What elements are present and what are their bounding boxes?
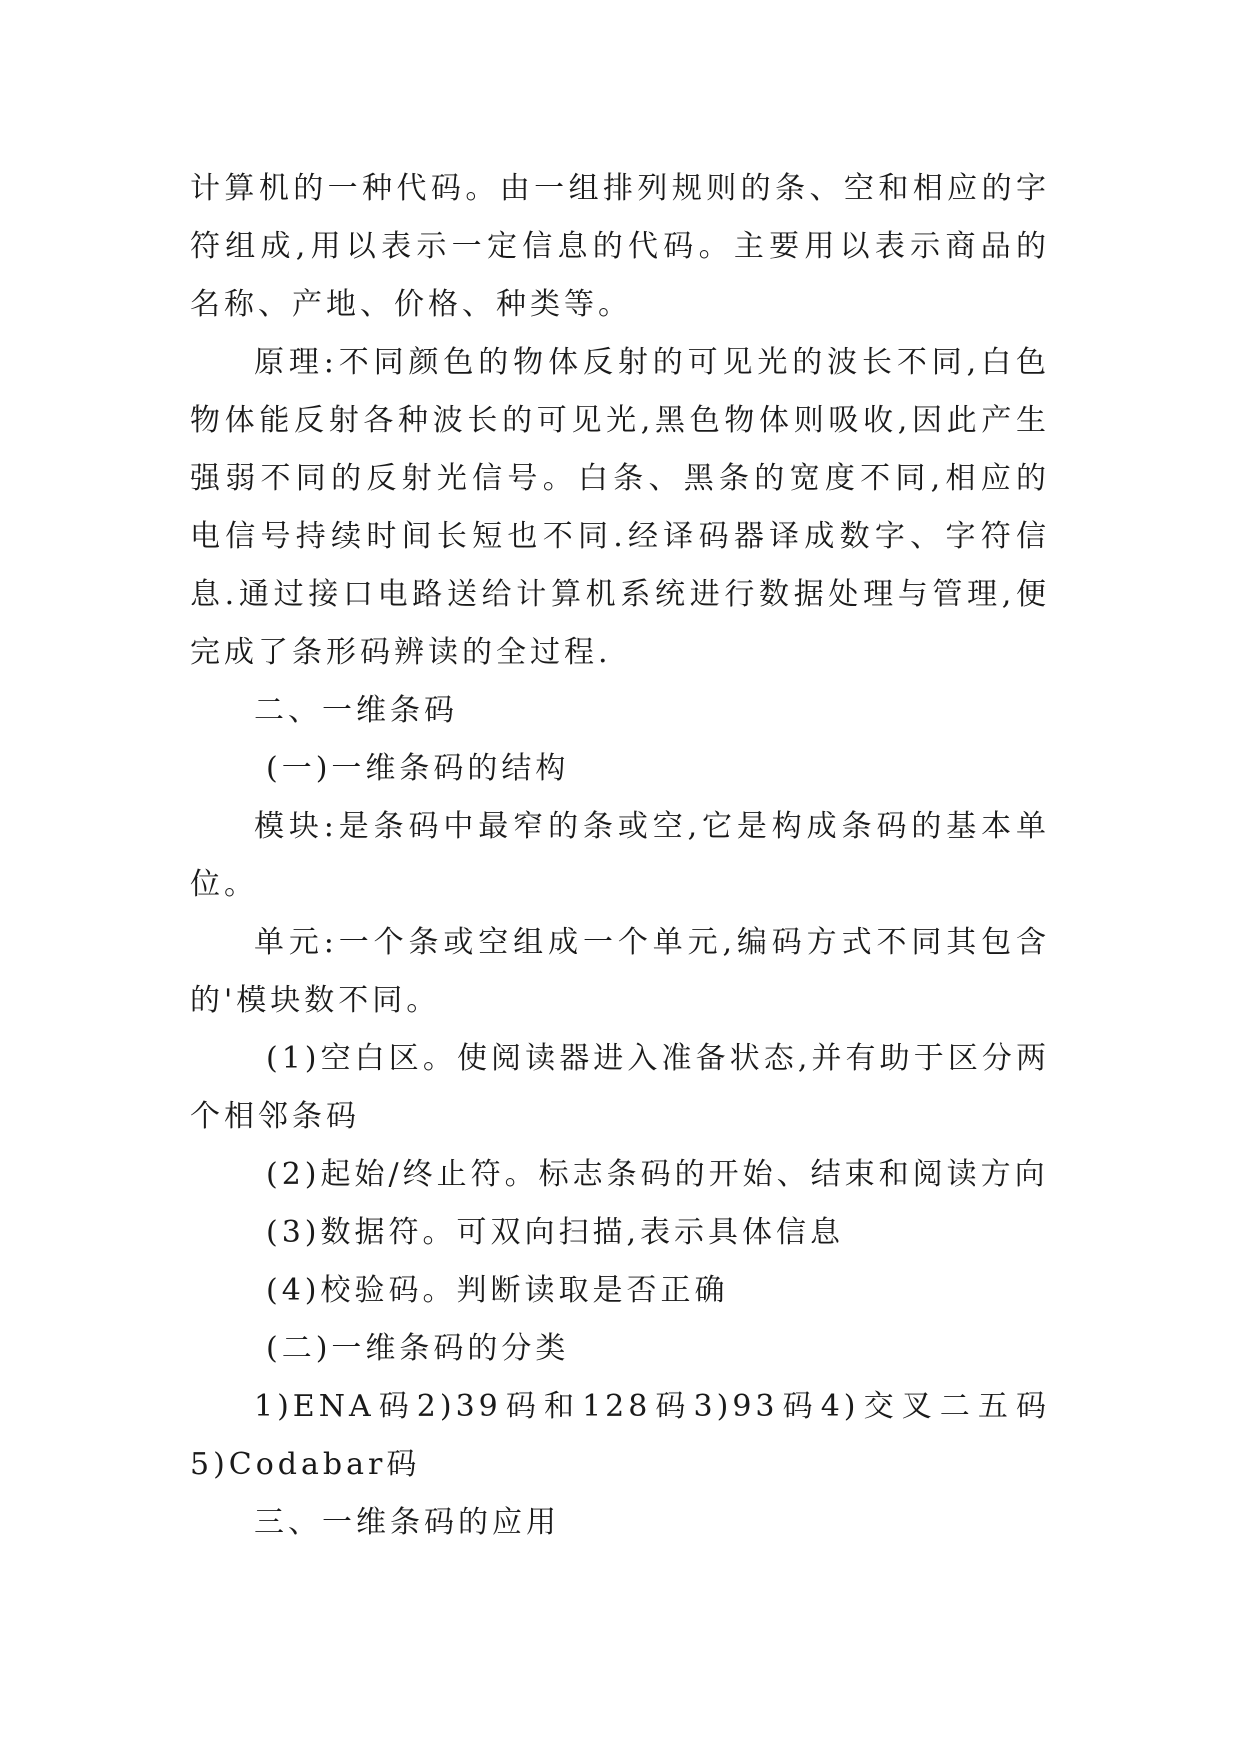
list-item-start-stop: (2)起始/终止符。标志条码的开始、结束和阅读方向 [266,1157,1049,1192]
paragraph-module: 模块:是条码中最窄的条或空,它是构成条码的基本单位。 [190,809,1050,902]
document-page [190,160,1050,1552]
section-heading-1d-barcode: 二、一维条码 [254,693,458,728]
paragraph-principle: 原理:不同颜色的物体反射的可见光的波长不同,白色物体能反射各种波长的可见光,黑色物体则吸收,因此产生强弱不同的反射光信号。白条、黑条的宽度不同,相应的电信号持续时间长短也不同.经译码器译成数字、字符信息.通过接口电路送给计算机系统进行数据处理与管理,便完成了条形码辨读的全过程. [190,345,1050,670]
paragraph-barcode-types: 1)ENA码2)39码和128码3)93码4)交叉二五码5)Codabar码 [190,1389,1050,1482]
list-item-data-char: (3)数据符。可双向扫描,表示具体信息 [266,1215,845,1250]
paragraph-unit: 单元:一个条或空组成一个单元,编码方式不同其包含的'模块数不同。 [190,925,1050,1018]
list-item-check-digit: (4)校验码。判断读取是否正确 [266,1273,729,1308]
paragraph-barcode-definition: 计算机的一种代码。由一组排列规则的条、空和相应的字符组成,用以表示一定信息的代码。主要用以表示商品的名称、产地、价格、种类等。 [190,171,1050,322]
subsection-heading-structure: (一)一维条码的结构 [266,751,570,786]
subsection-heading-classification: (二)一维条码的分类 [266,1331,570,1366]
section-heading-application: 三、一维条码的应用 [254,1505,560,1540]
list-item-quiet-zone: (1)空白区。使阅读器进入准备状态,并有助于区分两个相邻条码 [190,1041,1050,1134]
